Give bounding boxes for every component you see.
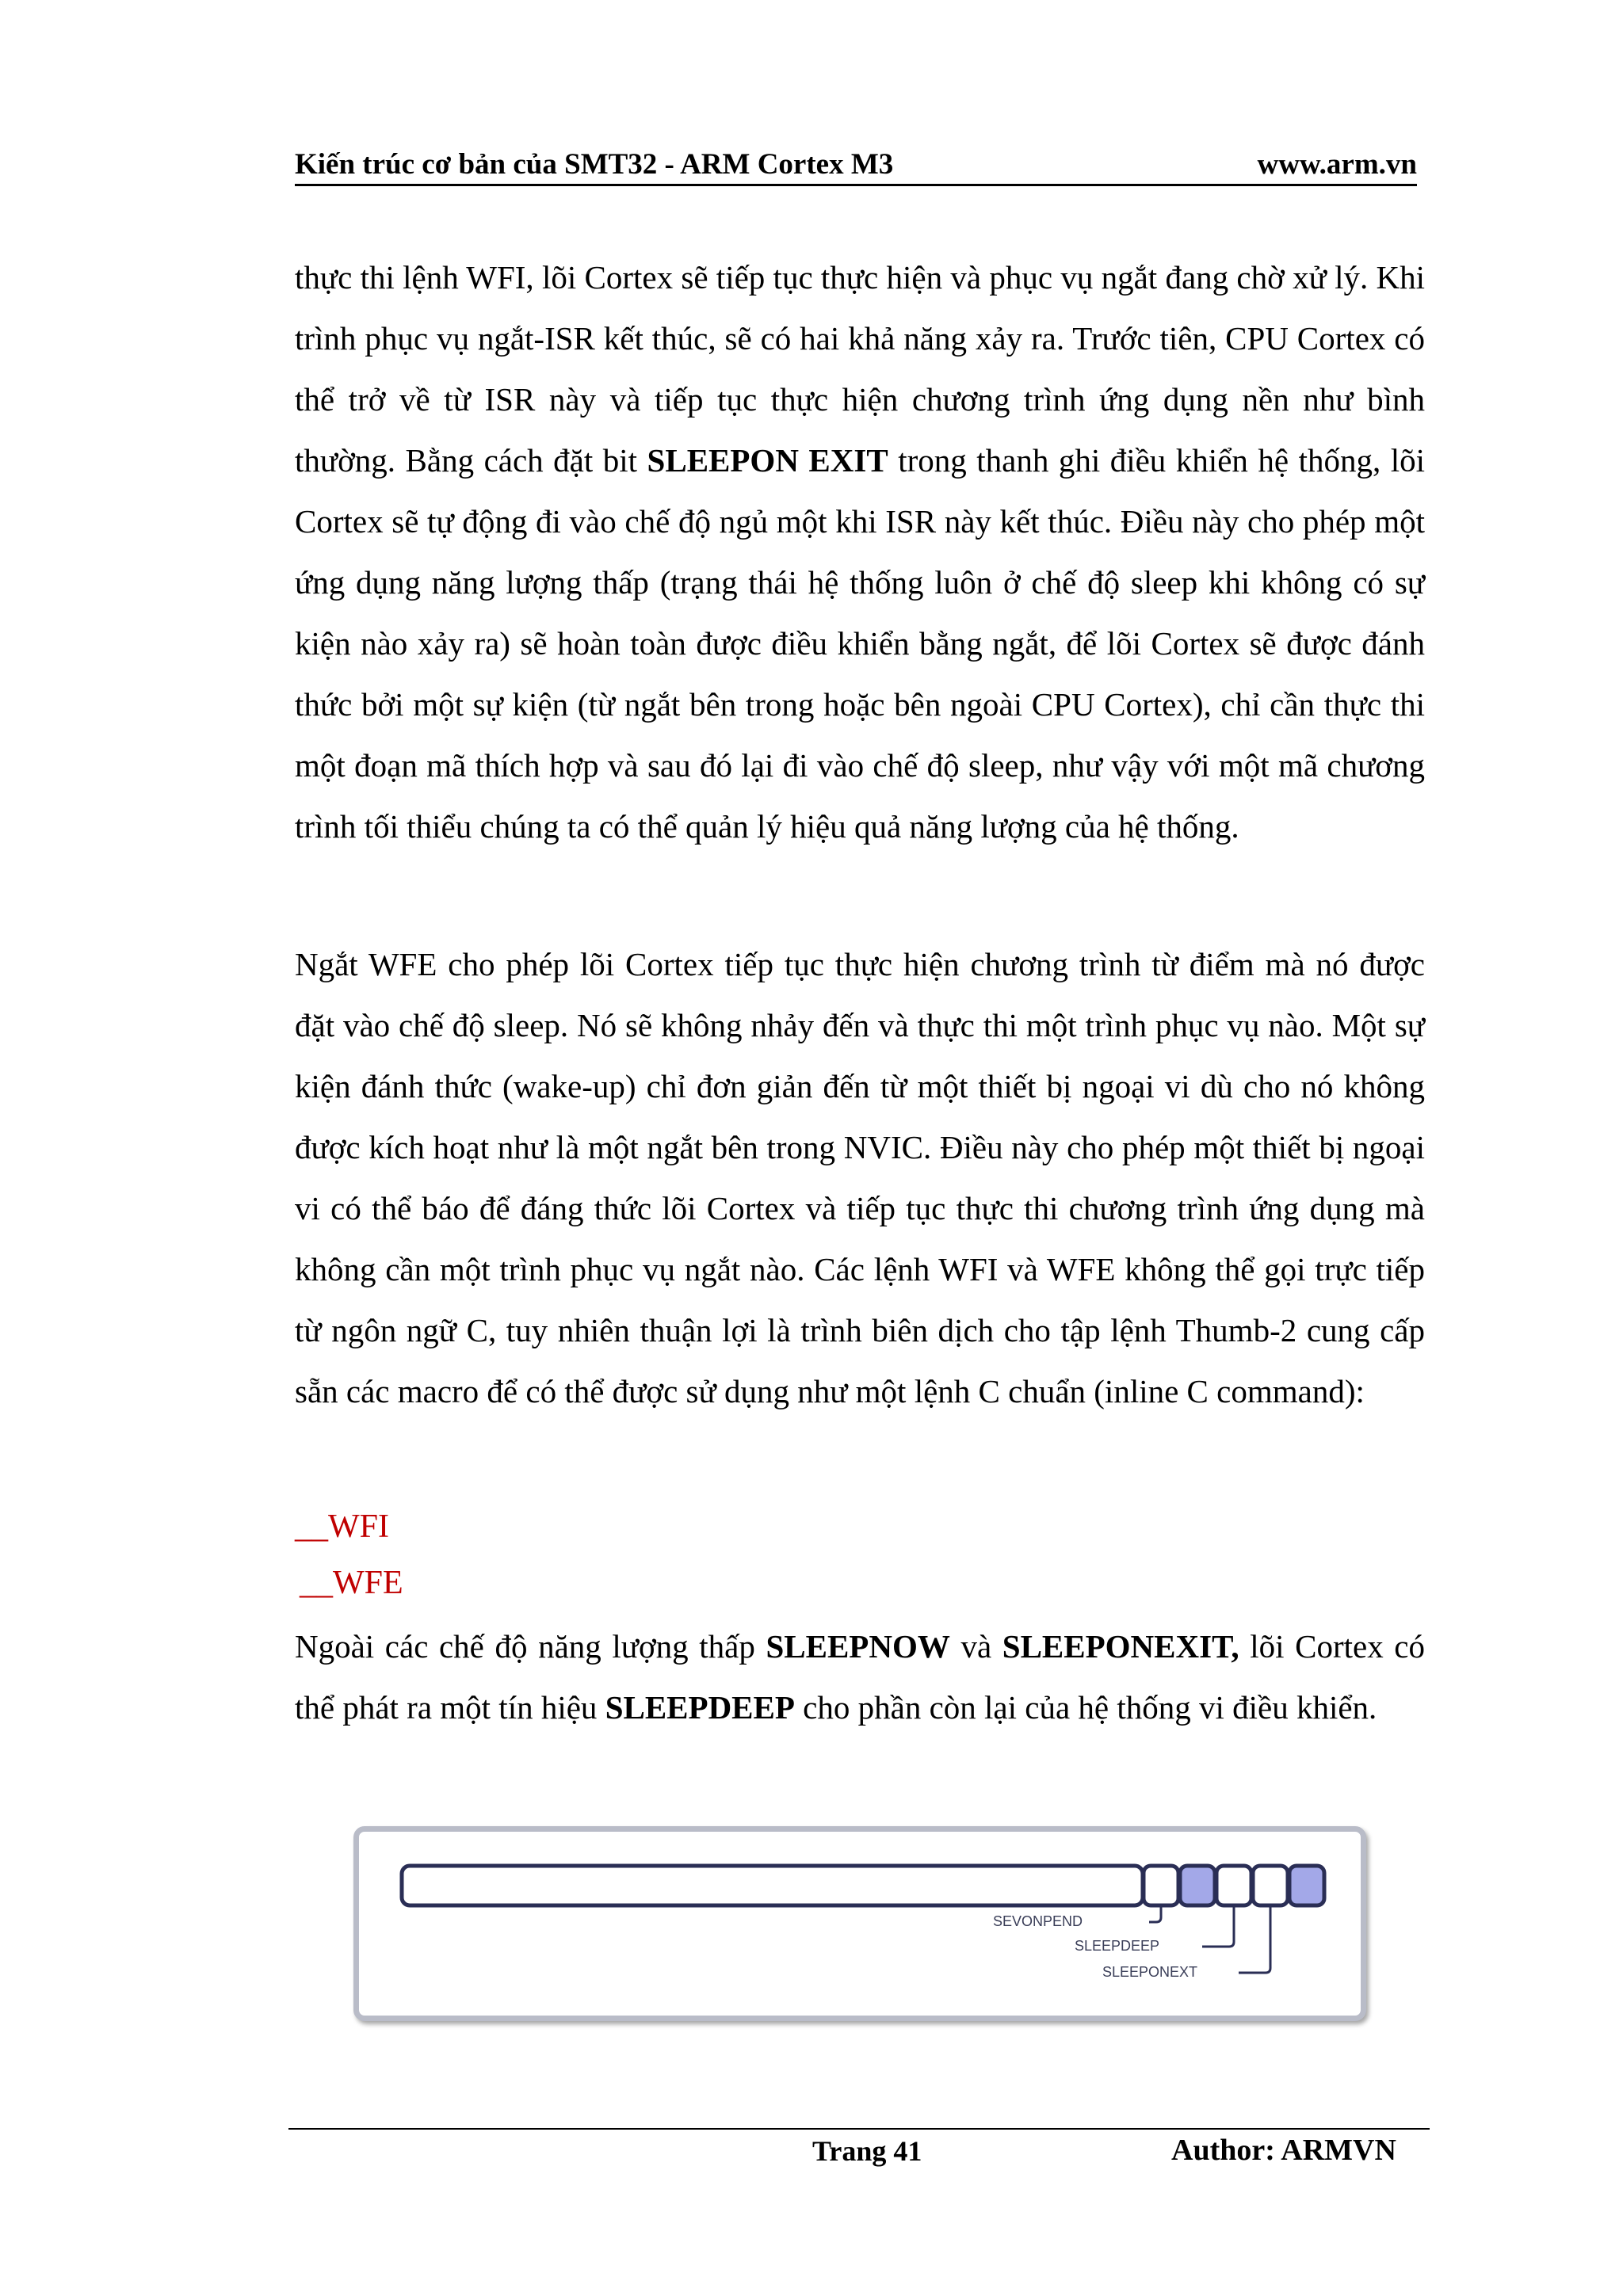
footer-divider bbox=[288, 2128, 1430, 2130]
page-header bbox=[295, 143, 1417, 186]
footer-author: Author: ARMVN bbox=[1171, 2134, 1396, 2167]
paragraph1-bold-sleeponexit: SLEEPON EXIT bbox=[647, 442, 888, 479]
label-sleepdeep: SLEEPDEEP bbox=[1075, 1938, 1160, 1954]
paragraph3-text-c: lõi Cortex có thể phát ra một tín hiệu bbox=[295, 1628, 1425, 1726]
paragraph3-bold-sleepnow: SLEEPNOW bbox=[766, 1628, 950, 1665]
paragraph3-bold-sleeponexit: SLEEPONEXIT, bbox=[1002, 1628, 1239, 1665]
paragraph-wfi-sleeponexit bbox=[295, 247, 1425, 857]
register-bit-sevonpend bbox=[1144, 1866, 1178, 1905]
system-control-register-figure bbox=[353, 1826, 1366, 2021]
paragraph3-text-a: Ngoài các chế độ năng lượng thấp bbox=[295, 1628, 766, 1665]
register-reserved-field bbox=[402, 1866, 1143, 1905]
leader-line-sleeponext bbox=[1239, 1907, 1270, 1973]
leader-line-sevonpend bbox=[1149, 1907, 1161, 1922]
register-bit-reserved bbox=[1180, 1866, 1215, 1905]
label-sleeponext: SLEEPONEXT bbox=[1102, 1964, 1198, 1980]
paragraph-sleepdeep bbox=[295, 1616, 1425, 1738]
paragraph3-bold-sleepdeep: SLEEPDEEP bbox=[605, 1689, 795, 1726]
header-website: www.arm.vn bbox=[1257, 148, 1417, 181]
register-bit-sleepdeep bbox=[1216, 1866, 1251, 1905]
header-title: Kiến trúc cơ bản của SMT32 - ARM Cortex M3 bbox=[295, 148, 894, 181]
paragraph-wfe: Ngắt WFE cho phép lõi Cortex tiếp tục thực hiện chương trình từ điểm mà nó được đặt vào chế độ sleep. Nó sẽ không nhảy đến và thực thi một trình phục vụ nào. Một sự kiện đánh thức (wake-up) chỉ đơn giản đến từ một thiết bị ngoại vi dù cho nó không được kích hoạt như là một ngắt bên trong NVIC. Điều này cho phép một thiết bị ngoại vi có thể báo để đáng thức lõi Cortex và tiếp tục thực thi chương trình ứng dụng mà không cần một trình phục vụ ngắt nào. Các lệnh WFI và WFE không thể gọi trực tiếp từ ngôn ngữ C, tuy nhiên thuận lợi là trình biên dịch cho tập lệnh Thumb-2 cung cấp sẵn các macro để có thể được sử dụng như một lệnh C chuẩn (inline C command): bbox=[295, 946, 1425, 1409]
register-diagram bbox=[359, 1832, 1361, 2016]
footer-page-number: Trang 41 bbox=[812, 2135, 922, 2167]
register-bit-low bbox=[1289, 1866, 1324, 1905]
paragraph3-text-b: và bbox=[949, 1628, 1002, 1665]
leader-line-sleepdeep bbox=[1202, 1907, 1234, 1947]
code-wfe: __WFE bbox=[300, 1565, 403, 1601]
label-sevonpend: SEVONPEND bbox=[993, 1913, 1083, 1929]
paragraph1-text-b: trong thanh ghi điều khiển hệ thống, lõi Cortex sẽ tự động đi vào chế độ ngủ một khi ISR này kết thúc. Điều này cho phép một ứng dụng năng lượng thấp (trạng thái hệ thống luôn ở chế độ sleep khi không có sự kiện nào xảy ra) sẽ hoàn toàn được điều khiển bằng ngắt, để lõi Cortex sẽ được đánh thức bởi một sự kiện (từ ngắt bên trong hoặc bên ngoài CPU Cortex), chỉ cần thực thi một đoạn mã thích hợp và sau đó lại đi vào chế độ sleep, như vậy với một mã chương trình tối thiểu chúng ta có thể quản lý hiệu quả năng lượng của hệ thống. bbox=[295, 442, 1425, 845]
code-wfi: __WFI bbox=[295, 1508, 389, 1545]
paragraph1-text-a: thực thi lệnh WFI, lõi Cortex sẽ tiếp tục thực hiện và phục vụ ngắt đang chờ xử lý. Khi trình phục vụ ngắt-ISR kết thúc, sẽ có hai khả năng xảy ra. Trước tiên, CPU Cortex có thể trở về từ ISR này và tiếp tục thực hiện chương trình ứng dụng nền như bình thường. Bằng cách đặt bit bbox=[295, 259, 1425, 479]
register-bit-sleeponexit bbox=[1253, 1866, 1288, 1905]
paragraph3-text-d: cho phần còn lại của hệ thống vi điều khiển. bbox=[794, 1689, 1377, 1726]
